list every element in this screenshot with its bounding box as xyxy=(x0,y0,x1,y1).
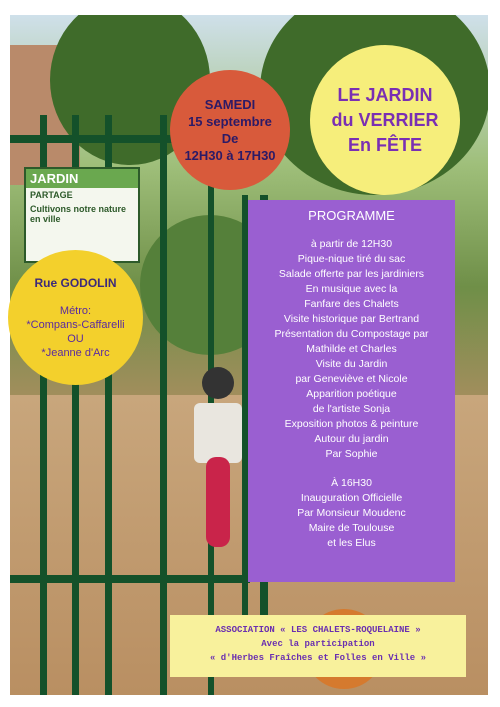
programme-line: Apparition poétique xyxy=(306,388,397,400)
association-line-1: ASSOCIATION « LES CHALETS-ROQUELAINE » xyxy=(215,625,421,635)
association-line-2: Avec la participation xyxy=(261,639,375,649)
date-time: 12H30 à 17H30 xyxy=(184,148,276,163)
programme-panel xyxy=(248,200,455,582)
metro-station-1: *Compans-Caffarelli xyxy=(26,318,125,331)
title-line-3: En FÊTE xyxy=(347,134,422,155)
helmet xyxy=(202,367,234,399)
garden-sign xyxy=(24,167,140,263)
programme-line: Maire de Toulouse xyxy=(308,522,395,534)
address-circle xyxy=(8,250,143,385)
date-day: SAMEDI xyxy=(204,97,256,112)
date-circle xyxy=(170,70,290,190)
programme-line: Pique-nique tiré du sac xyxy=(297,253,406,265)
programme-line: À 16H30 xyxy=(331,477,372,489)
street-name: Rue GODOLIN xyxy=(34,275,117,290)
child-on-bike xyxy=(188,367,248,517)
title-line-2: du VERRIER xyxy=(331,109,439,130)
programme-line: de l'artiste Sonja xyxy=(312,403,391,415)
programme-spacer xyxy=(248,462,455,476)
association-banner xyxy=(170,615,466,677)
programme-line: Mathilde et Charles xyxy=(306,343,397,355)
programme-line: et les Elus xyxy=(327,537,376,549)
programme-afternoon xyxy=(248,237,455,462)
backpack xyxy=(194,403,242,463)
sign-line-1: JARDIN xyxy=(26,169,138,188)
programme-line: Fanfare des Chalets xyxy=(304,298,399,310)
association-line-3: « d'Herbes Fraîches et Folles en Ville » xyxy=(209,653,427,663)
programme-line: En musique avec la xyxy=(305,283,398,295)
gate-bar xyxy=(160,115,167,695)
programme-line: Exposition photos & peinture xyxy=(284,418,419,430)
metro-or: OU xyxy=(67,332,84,345)
programme-title: PROGRAMME xyxy=(308,208,395,223)
programme-line: à partir de 12H30 xyxy=(310,238,393,250)
metro-label: Métro: xyxy=(59,304,92,317)
programme-line: Présentation du Compostage par xyxy=(274,328,429,340)
sign-line-2: PARTAGE xyxy=(30,190,73,200)
title-line-1: LE JARDIN xyxy=(337,84,433,105)
programme-line: Salade offerte par les jardiniers xyxy=(278,268,425,280)
programme-line: Inauguration Officielle xyxy=(300,492,403,504)
programme-line: Par Monsieur Moudenc xyxy=(297,507,406,519)
metro-station-2: *Jeanne d'Arc xyxy=(41,346,110,359)
programme-line: Visite du Jardin xyxy=(315,358,388,370)
programme-line: Autour du jardin xyxy=(314,433,389,445)
programme-line: par Geneviève et Nicole xyxy=(295,373,408,385)
sign-line-3: Cultivons notre nature en ville xyxy=(30,204,127,224)
title-circle xyxy=(310,45,460,195)
programme-line: Par Sophie xyxy=(325,448,378,460)
bicycle xyxy=(206,457,230,547)
programme-line: Visite historique par Bertrand xyxy=(283,313,420,325)
date-date: 15 septembre xyxy=(188,114,272,129)
programme-inauguration xyxy=(248,476,455,551)
date-from: De xyxy=(221,131,239,146)
